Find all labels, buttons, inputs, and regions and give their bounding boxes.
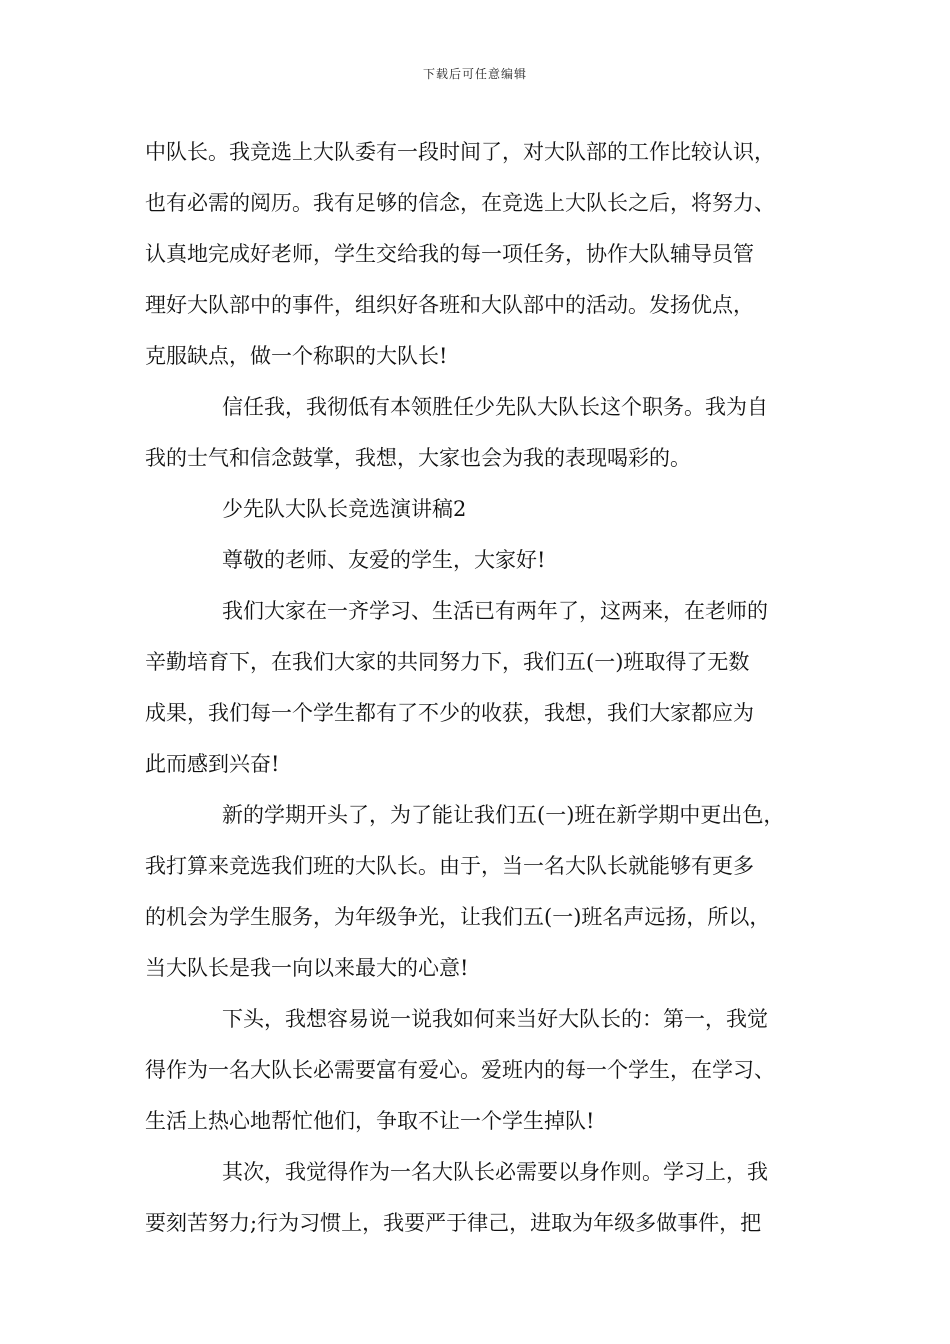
document-body	[145, 127, 810, 1249]
text-line: 的机会为学生服务，为年级争光，让我们五(一)班名声远扬，所以，	[145, 905, 771, 929]
text-line: 成果，我们每一个学生都有了不少的收获，我想，我们大家都应为	[145, 701, 754, 725]
greeting: 尊敬的老师、友爱的学生，大家好!	[222, 548, 546, 572]
text-line: 得作为一名大队长必需要富有爱心。爱班内的每一个学生，在学习、	[145, 1058, 775, 1082]
paragraph-start: 我们大家在一齐学习、生活已有两年了，这两来，在老师的	[222, 599, 768, 623]
paragraph-start: 下头，我想容易说一说我如何来当好大队长的：第一，我觉	[222, 1007, 768, 1031]
text-line: 认真地完成好老师，学生交给我的每一项任务，协作大队辅导员管	[145, 242, 754, 266]
text-line: 当大队长是我一向以来最大的心意!	[145, 956, 469, 980]
paragraph-start: 新的学期开头了，为了能让我们五(一)班在新学期中更出色，	[222, 803, 785, 827]
section-title: 少先队大队长竞选演讲稿2	[222, 497, 467, 521]
text-line: 理好大队部中的事件，组织好各班和大队部中的活动。发扬优点，	[145, 293, 754, 317]
text-line: 生活上热心地帮忙他们，争取不让一个学生掉队!	[145, 1109, 595, 1133]
text-line: 也有必需的阅历。我有足够的信念，在竞选上大队长之后，将努力、	[145, 191, 775, 215]
text-line: 我的士气和信念鼓掌，我想，大家也会为我的表现喝彩的。	[145, 446, 691, 470]
text-line: 我打算来竞选我们班的大队长。由于，当一名大队长就能够有更多	[145, 854, 754, 878]
text-line: 辛勤培育下，在我们大家的共同努力下，我们五(一)班取得了无数	[145, 650, 750, 674]
paragraph-start: 其次，我觉得作为一名大队长必需要以身作则。学习上，我	[222, 1160, 768, 1184]
text-line: 要刻苦努力;行为习惯上，我要严于律己，进取为年级多做事件，把	[145, 1211, 762, 1235]
text-line: 此而感到兴奋!	[145, 752, 280, 776]
text-line: 克服缺点，做一个称职的大队长!	[145, 344, 448, 368]
paragraph-start: 信任我，我彻低有本领胜任少先队大队长这个职务。我为自	[222, 395, 768, 419]
text-line: 中队长。我竞选上大队委有一段时间了，对大队部的工作比较认识，	[145, 140, 775, 164]
page-header: 下载后可任意编辑	[422, 67, 527, 81]
